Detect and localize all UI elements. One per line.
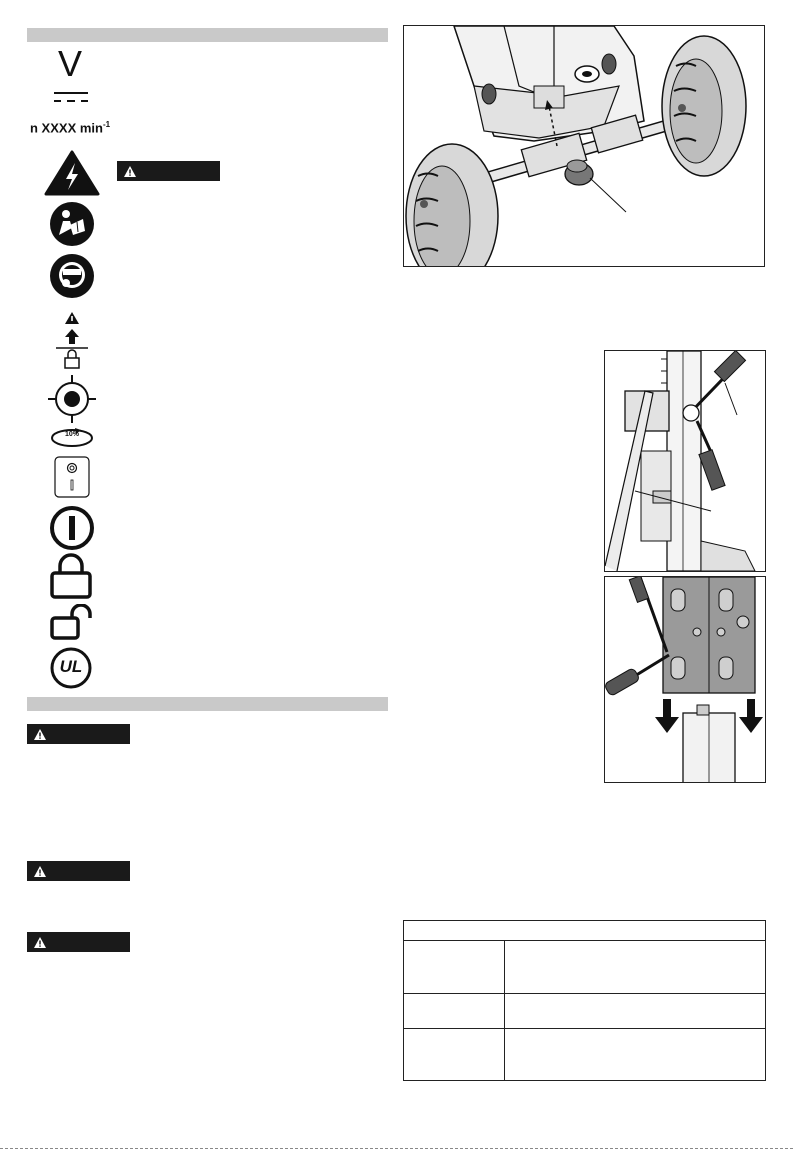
voltage-symbol bbox=[30, 44, 110, 84]
spec-column-divider bbox=[504, 940, 505, 1080]
warning-triangle-icon bbox=[33, 865, 47, 878]
figure-plate-remove bbox=[604, 576, 766, 783]
bottom-dashed-rule bbox=[0, 1148, 793, 1149]
warning-box-4 bbox=[27, 932, 130, 952]
center-target-icon bbox=[47, 374, 97, 424]
wear-protection-icon bbox=[49, 253, 95, 299]
spec-table-header bbox=[404, 921, 765, 941]
lock-open-icon bbox=[49, 604, 97, 640]
speed-exponent: -1 bbox=[102, 120, 111, 129]
spec-row-2 bbox=[404, 993, 765, 1029]
ul-label: UL bbox=[59, 657, 83, 676]
lock-lift-icon bbox=[54, 311, 90, 369]
spec-table bbox=[403, 920, 766, 1081]
rotation-label: 10% bbox=[64, 431, 79, 438]
figure-wheel-kit bbox=[403, 25, 765, 267]
spec-row-1 bbox=[404, 940, 765, 994]
voltage-label: V bbox=[57, 43, 82, 84]
warning-triangle-icon bbox=[33, 936, 47, 949]
warning-box-1 bbox=[117, 161, 220, 181]
rotation-icon bbox=[49, 426, 95, 448]
lock-closed-icon bbox=[49, 553, 93, 599]
warning-box-3 bbox=[27, 861, 130, 881]
switch-icon bbox=[54, 456, 90, 498]
dc-icon bbox=[52, 90, 92, 104]
ul-mark-icon bbox=[50, 647, 92, 689]
speed-label: n XXXX min bbox=[30, 120, 103, 136]
section-bar-top bbox=[27, 28, 388, 42]
warning-triangle-icon bbox=[33, 728, 47, 741]
section-bar-middle bbox=[27, 697, 388, 711]
warning-lightning-icon bbox=[44, 150, 100, 196]
warning-triangle-icon bbox=[123, 165, 137, 178]
power-icon bbox=[50, 506, 94, 550]
speed-symbol bbox=[30, 120, 150, 135]
warning-box-2 bbox=[27, 724, 130, 744]
read-manual-icon bbox=[49, 201, 95, 247]
figure-column-adjust bbox=[604, 350, 766, 572]
spec-row-3 bbox=[404, 1028, 765, 1080]
